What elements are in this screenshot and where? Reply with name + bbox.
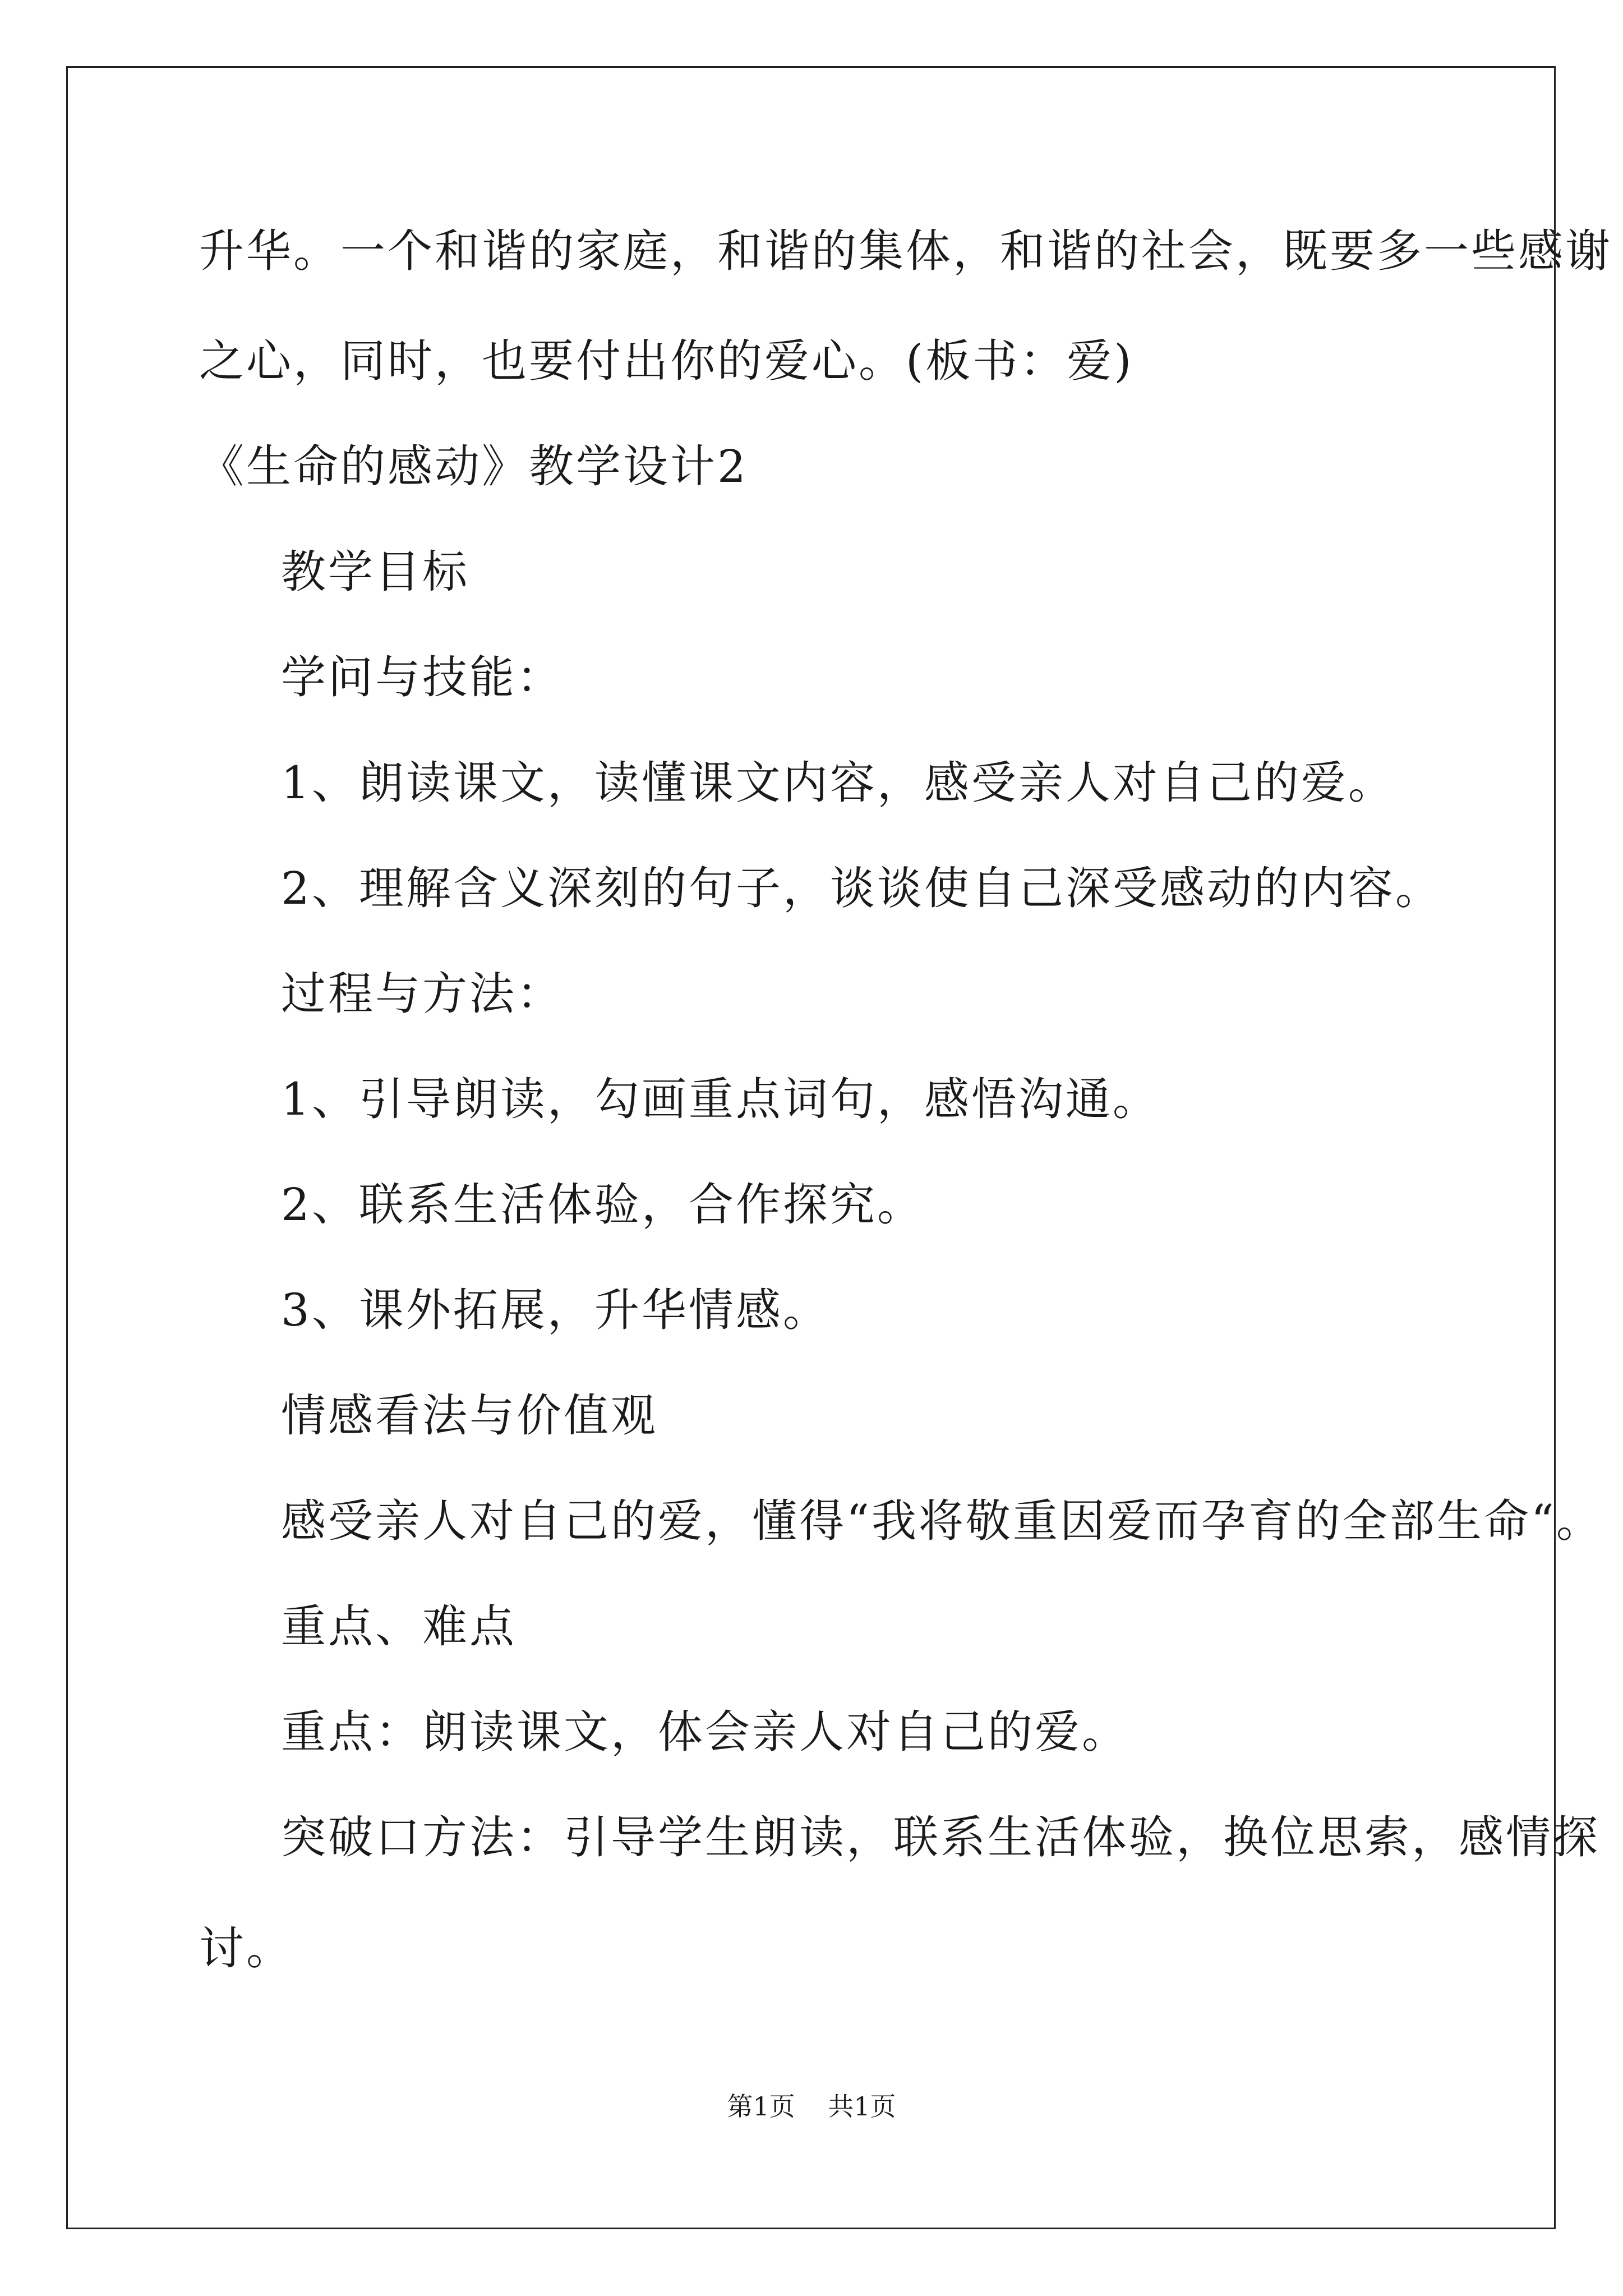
page-total: 共1页 [828, 2091, 896, 2122]
list-item: 2、理解含义深刻的句子，谈谈使自己深受感动的内容。 [281, 862, 1442, 914]
paragraph-line: 讨。 [199, 1922, 293, 1975]
paragraph-line: 之心，同时，也要付出你的爱心。(板书：爱) [199, 335, 1134, 387]
list-item: 2、联系生活体验，合作探究。 [281, 1179, 924, 1231]
page-footer [0, 2090, 1623, 2123]
heading-teaching-goals: 教学目标 [281, 546, 469, 598]
paragraph-line: 升华。一个和谐的家庭，和谐的集体，和谐的社会，既要多一些感谢 [199, 225, 1612, 277]
page-border [66, 66, 1556, 2229]
subheading-knowledge-skills: 学问与技能： [281, 651, 564, 703]
list-item: 3、课外拓展，升华情感。 [281, 1284, 830, 1336]
subheading-key-points: 重点、难点 [281, 1600, 517, 1653]
list-item: 1、朗读课文，读懂课文内容，感受亲人对自己的爱。 [281, 757, 1395, 809]
paragraph-line: 重点：朗读课文，体会亲人对自己的爱。 [281, 1706, 1129, 1758]
paragraph-line: 突破口方法：引导学生朗读，联系生活体验，换位思索，感情探 [281, 1811, 1600, 1864]
paragraph-line: 感受亲人对自己的爱，懂得“我将敬重因爱而孕育的全部生命“。 [281, 1495, 1603, 1547]
subheading-emotions-values: 情感看法与价值观 [281, 1389, 658, 1442]
section-title: 《生命的感动》教学设计2 [199, 440, 748, 493]
page-number: 第1页 [727, 2091, 795, 2122]
list-item: 1、引导朗读，勾画重点词句，感悟沟通。 [281, 1073, 1160, 1125]
subheading-process-methods: 过程与方法： [281, 968, 564, 1020]
